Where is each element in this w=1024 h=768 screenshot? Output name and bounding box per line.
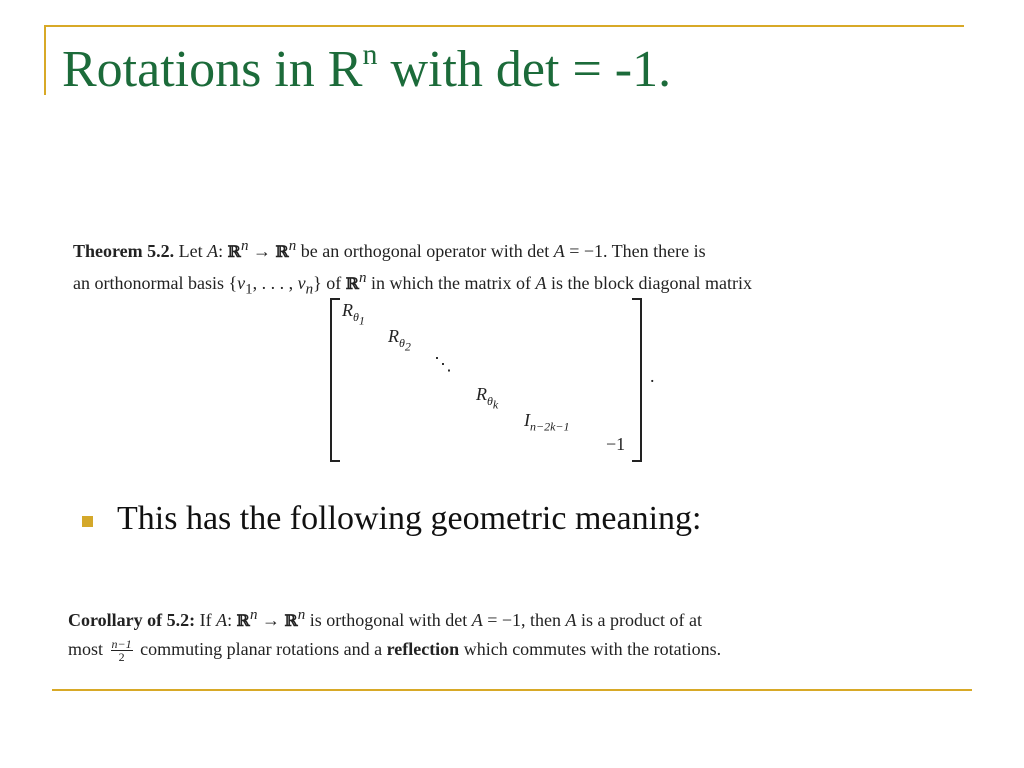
reflection-word: reflection <box>386 639 460 659</box>
theorem-line-2: an orthonormal basis {$v_1$, . . . , $v_n$} of ℝ$^n$ in which the matrix of A is the block diagonal matrix <box>73 270 752 298</box>
matrix-period: . <box>650 366 655 386</box>
corollary-line-2: most $\frac{n-1}{2}$ commuting planar rotations and a reflection which commutes with the rotations. <box>68 637 722 665</box>
top-rule <box>44 25 964 27</box>
slide-title: Rotations in $R^n$ with det = -1. <box>62 37 672 98</box>
bullet-text: This has the following geometric meaning: <box>117 500 702 537</box>
matrix-entry-ddots: ⋱ <box>434 354 452 374</box>
corollary-line-1: Corollary of 5.2: If A: ℝ$^n$ → ℝ$^n$ is orthogonal with det A = −1, then A is a product of at <box>68 607 703 630</box>
block-diagonal-matrix <box>330 298 642 460</box>
corollary-label: Corollary of 5.2: <box>68 610 196 630</box>
left-rule <box>44 25 46 95</box>
matrix-entry-identity: $I_{n-2k-1}$ <box>524 410 570 434</box>
bottom-rule <box>52 689 972 691</box>
matrix-entry-r-theta-k: $R_{\theta_k}$ <box>476 384 499 411</box>
theorem-block <box>73 233 923 303</box>
bullet-item <box>82 500 701 538</box>
corollary-block <box>68 601 968 663</box>
matrix-entry-minus-one: −1 <box>606 434 626 454</box>
theorem-line-1: Theorem 5.2. Let A: ℝ$^n$ → ℝ$^n$ be an orthogonal operator with det A = −1. Then there is <box>73 238 706 261</box>
theorem-label: Theorem 5.2. <box>73 241 175 261</box>
matrix-entry-r-theta-1: $R_{\theta_1}$ <box>342 300 365 327</box>
matrix-entry-r-theta-2: $R_{\theta_2}$ <box>388 326 411 353</box>
square-bullet-icon <box>82 516 93 527</box>
fraction-n-minus-1-over-2: $\frac{n-1}{2}$ <box>111 637 132 665</box>
matrix-left-bracket <box>330 298 340 462</box>
matrix-right-bracket <box>632 298 642 462</box>
